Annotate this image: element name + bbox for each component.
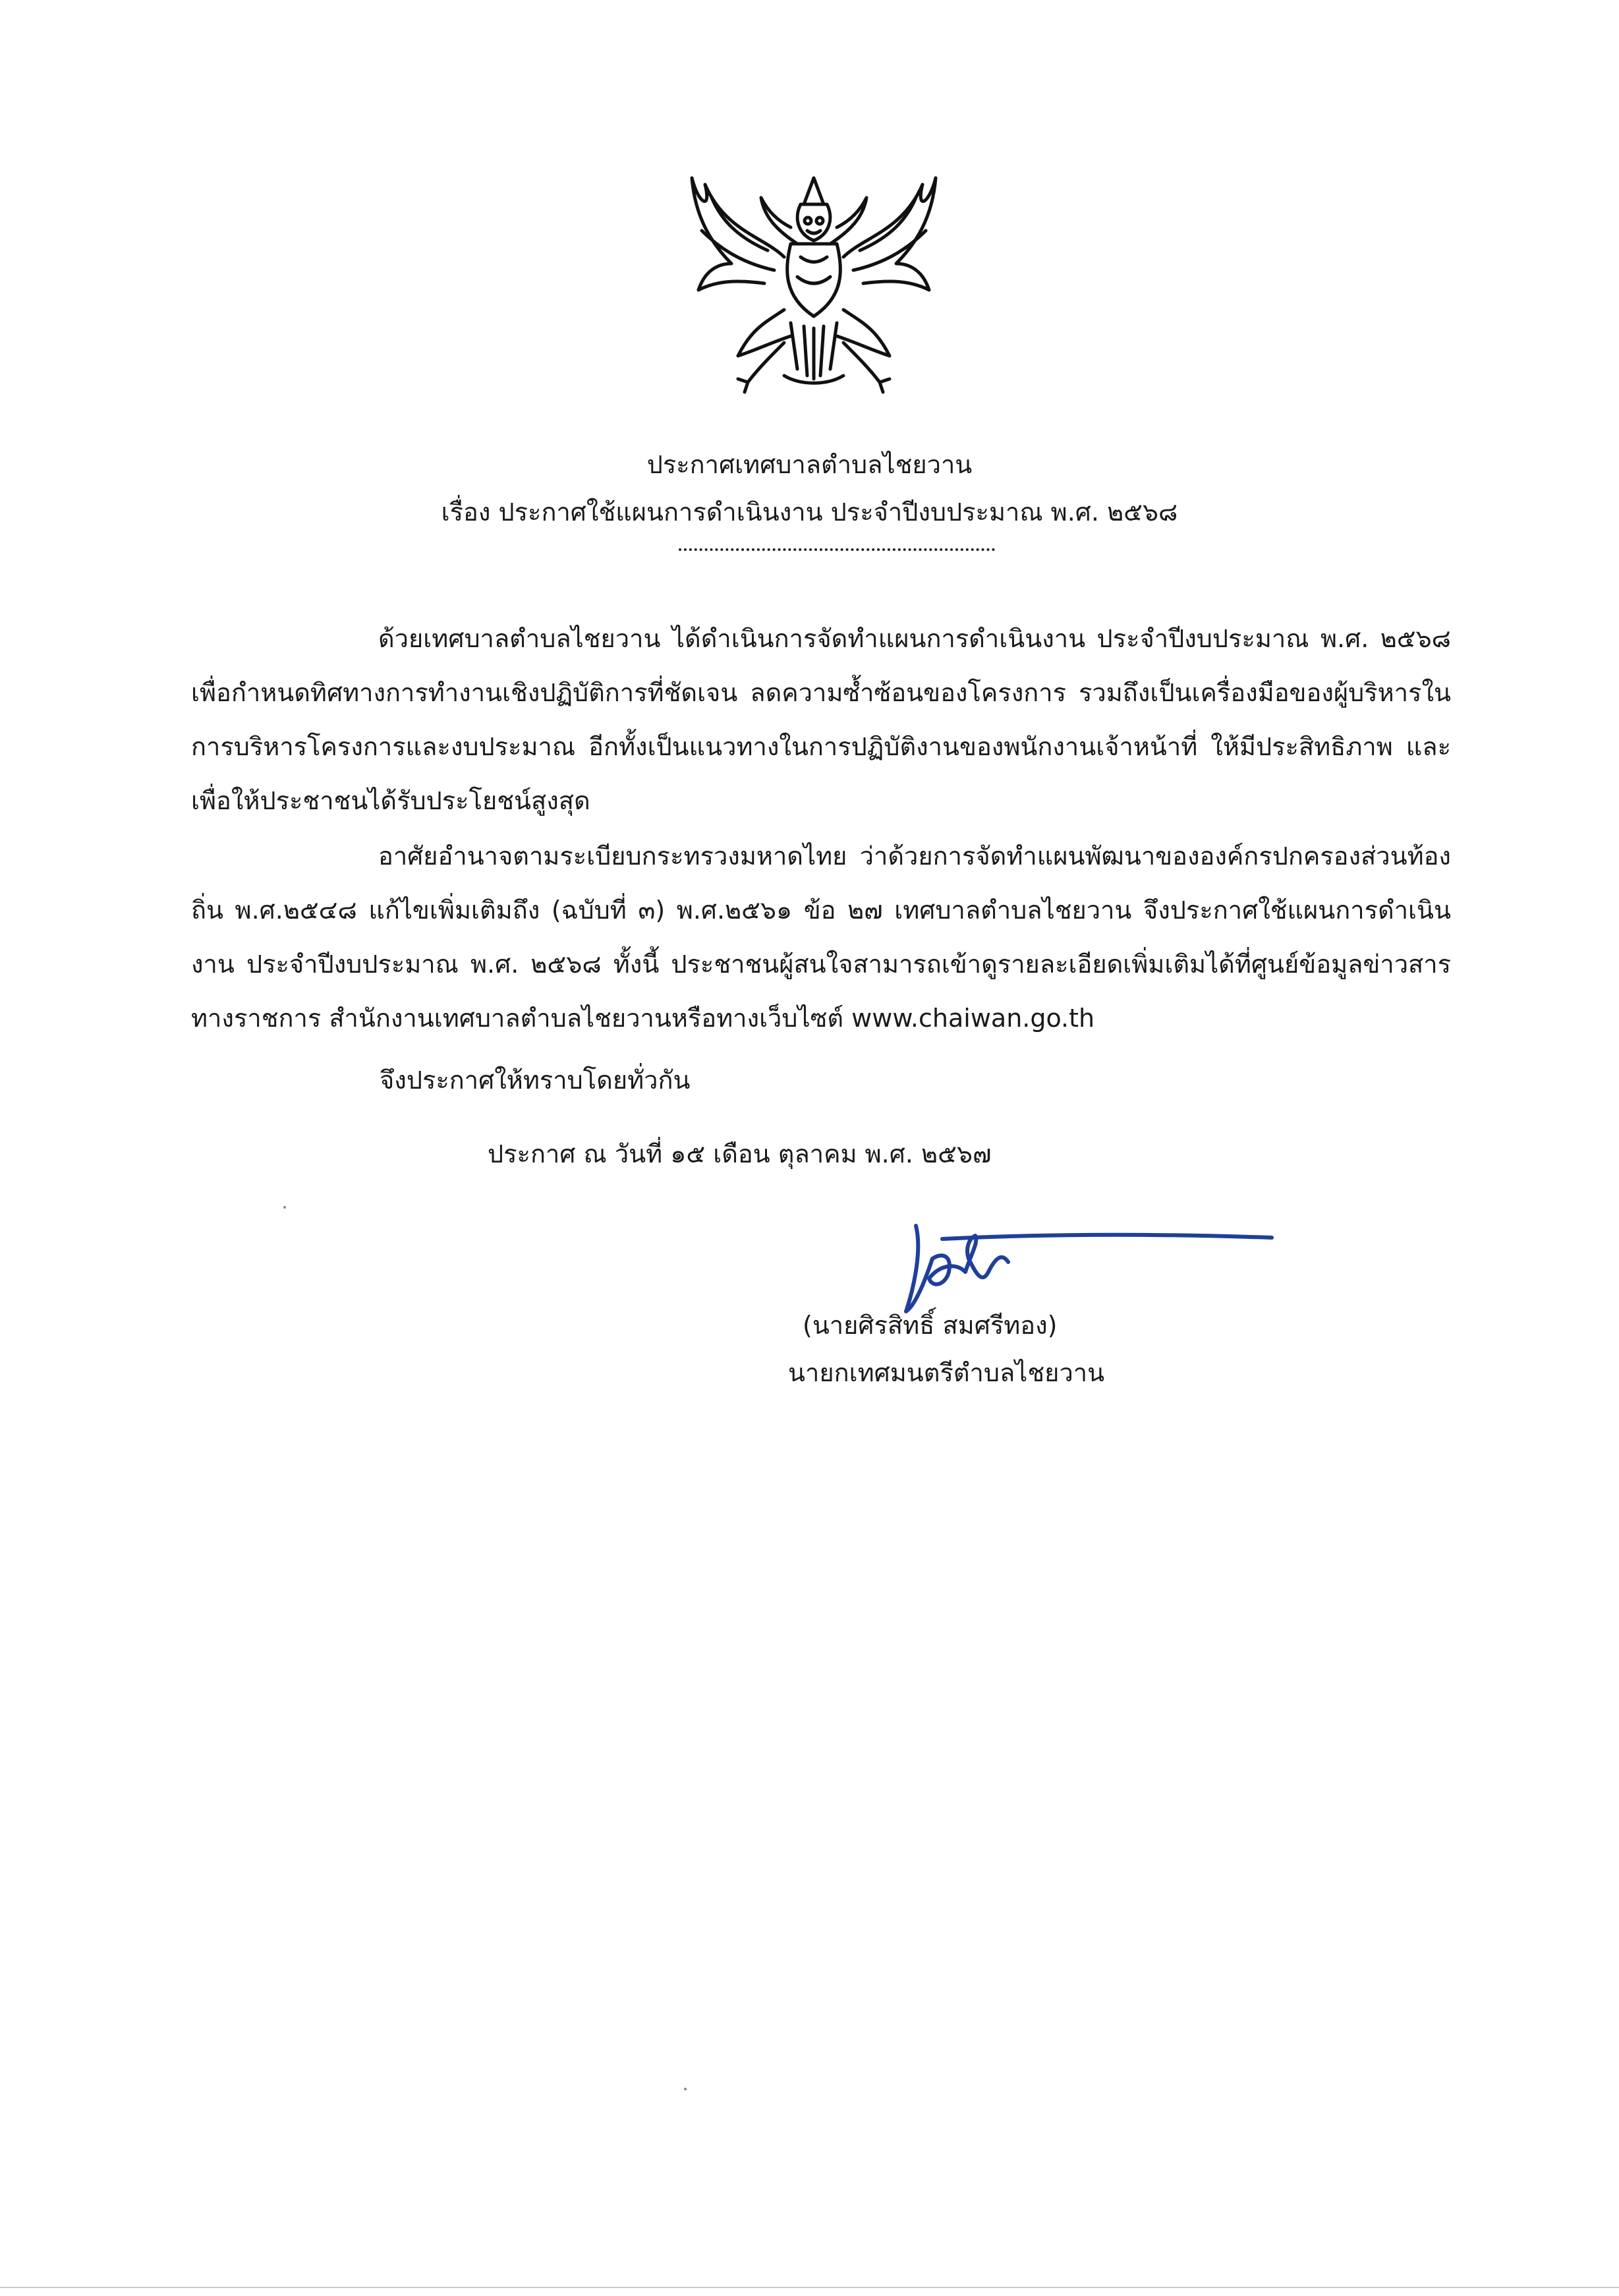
scan-mark	[283, 1206, 286, 1209]
garuda-emblem-icon	[685, 158, 942, 395]
closing-statement: จึงประกาศให้ทราบโดยทั่วกัน	[380, 1066, 691, 1095]
paragraph-2	[191, 829, 1451, 1045]
signatory-position: นายกเทศมนตรีตำบลไชยวาน	[788, 1358, 1105, 1387]
signatory-name: (นายศิรสิทธิ์ สมศรีทอง)	[803, 1311, 1058, 1340]
announcement-date: ประกาศ ณ วันที่ ๑๕ เดือน ตุลาคม พ.ศ. ๒๕๖๗	[488, 1139, 992, 1168]
paragraph-1-text: ด้วยเทศบาลตำบลไชยวาน ได้ดำเนินการจัดทำแผนการดำเนินงาน ประจำปีงบประมาณ พ.ศ. ๒๕๖๘ เพื่อกำหนดทิศทางการทำงานเชิงปฏิบัติการที่ชัดเจน ลดความซ้ำซ้อนของโครงการ รวมถึงเป็นเครื่องมือของผู้บริหารในการบริหารโครงการและงบประมาณ อีกทั้งเป็นแนวทางในการปฏิบัติงานของพนักงานเจ้าหน้าที่ ให้มีประสิทธิภาพ และเพื่อให้ประชาชนได้รับประโยชน์สูงสุด	[191, 624, 1451, 815]
paragraph-1	[191, 612, 1451, 828]
subject-line: เรื่อง ประกาศใช้แผนการดำเนินงาน ประจำปีงบประมาณ พ.ศ. ๒๕๖๘	[441, 498, 1178, 527]
title-divider	[679, 548, 995, 551]
paragraph-2-text: อาศัยอำนาจตามระเบียบกระทรวงมหาดไทย ว่าด้วยการจัดทำแผนพัฒนาขององค์กรปกครองส่วนท้องถิ่น พ.ศ.๒๕๔๘ แก้ไขเพิ่มเติมถึง (ฉบับที่ ๓) พ.ศ.๒๕๖๑ ข้อ ๒๗ เทศบาลตำบลไชยวาน จึงประกาศใช้แผนการดำเนินงาน ประจำปีงบประมาณ พ.ศ. ๒๕๖๘ ทั้งนี้ ประชาชนผู้สนใจสามารถเข้าดูรายละเอียดเพิ่มเติมได้ที่ศูนย์ข้อมูลข่าวสารทางราชการ สำนักงานเทศบาลตำบลไชยวานหรือทางเว็บไซต์ www.chaiwan.go.th	[191, 842, 1451, 1033]
scan-edge	[0, 2287, 1619, 2288]
scan-mark	[684, 2088, 687, 2090]
issuer-title: ประกาศเทศบาลตำบลไชยวาน	[646, 450, 973, 479]
